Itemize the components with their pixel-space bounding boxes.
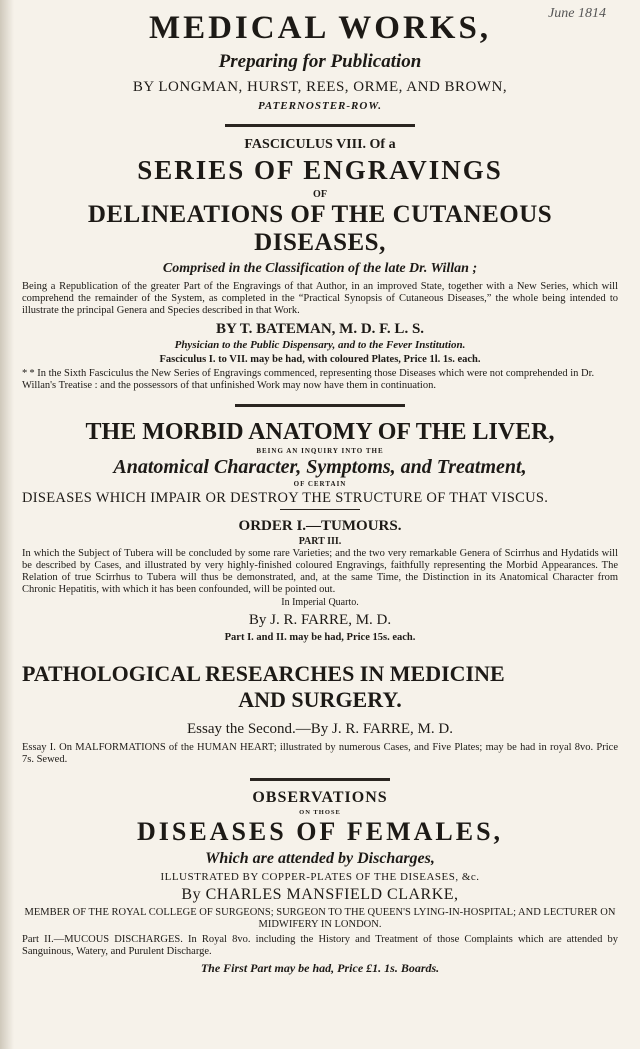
liver-format: In Imperial Quarto. [281,597,359,608]
females-illustrated: ILLUSTRATED BY COPPER-PLATES OF THE DISEASES, &c. [160,871,480,883]
cutaneous-comprised: Comprised in the Classification of the late Dr. Willan ; [162,261,478,276]
publisher-address: PATERNOSTER-ROW. [257,100,383,112]
page-edge-shadow [0,0,14,1049]
fasciculus-heading: FASCICULUS VIII. Of a [244,137,396,152]
liver-of-certain: OF CERTAIN [293,480,347,488]
females-part2: Part II.—MUCOUS DISCHARGES. In Royal 8vo. including the History and Treatment of those Complaints which are attended by Sanguinous, Watery, and Purulent Discharge. [22,934,618,957]
liver-title: THE MORBID ANATOMY OF THE LIVER, [85,419,555,445]
series-heading: SERIES OF ENGRAVINGS [137,155,503,185]
divider-rule [250,778,390,781]
publishers-line: BY LONGMAN, HURST, REES, ORME, AND BROWN, [132,79,508,95]
of-connector: OF [313,189,327,200]
liver-subtitle: Anatomical Character, Symptoms, and Treatment, [113,456,527,478]
liver-part: PART III. [298,536,342,547]
page-title: MEDICAL WORKS, [148,10,492,46]
cutaneous-note: * * In the Sixth Fasciculus the New Series of Engravings commenced, representing those Diseases which were not comprehended in Dr. Willan's Treatise : and the possessors of that unfinished Work may now have them in continuation. [22,368,595,391]
handwritten-date: June 1814 [548,6,606,21]
liver-being: BEING AN INQUIRY INTO THE [256,447,384,455]
females-first-part: The First Part may be had, Price £1. 1s. Boards. [200,961,440,975]
divider-rule [235,404,405,407]
cutaneous-author-title: Physician to the Public Dispensary, and to the Fever Institution. [174,339,466,351]
cutaneous-fasciculi-price: Fasciculus I. to VII. may be had, with coloured Plates, Price 1l. 1s. each. [159,354,481,365]
liver-description: In which the Subject of Tubera will be concluded by some rare Varieties; and the two very remarkable Genera of Scirrhus and Hydatids will be described by Cases, and illustrated by very highly-finished coloured Engravings, faithfully representing the Morbid Appearances. The Relation of true Scirrhus to Tubera will thus be demonstrated, and, at the same Time, the Distinction in its Anatomical Character from Chronic Hepatitis, with which it has been confounded, will be pointed out. [22,548,618,595]
pathological-essay: Essay the Second.—By J. R. FARRE, M. D. [187,721,453,737]
females-member: MEMBER OF THE ROYAL COLLEGE OF SURGEONS; SURGEON TO THE QUEEN'S LYING-IN-HOSPITAL; AND LECTURER ON MIDWIFERY IN LONDON. [24,907,616,930]
liver-diseases: DISEASES WHICH IMPAIR OR DESTROY THE STRUCTURE OF THAT VISCUS. [22,490,549,506]
cutaneous-title: DELINEATIONS OF THE CUTANEOUS DISEASES, [87,201,553,256]
pathological-title: PATHOLOGICAL RESEARCHES IN MEDICINE [22,661,505,686]
females-author: By CHARLES MANSFIELD CLARKE, [181,886,459,903]
pathological-essay1: Essay I. On MALFORMATIONS of the HUMAN HEART; illustrated by numerous Cases, and Five Plates; may be had in royal 8vo. Price 7s. Sewed. [22,742,618,765]
page-subtitle: Preparing for Publication [218,51,422,72]
females-observations: OBSERVATIONS [252,789,388,806]
short-rule [280,509,360,510]
cutaneous-author: BY T. BATEMAN, M. D. F. L. S. [215,321,425,337]
females-which: Which are attended by Discharges, [205,850,435,867]
liver-parts-price: Part I. and II. may be had, Price 15s. each. [224,632,416,643]
liver-order: ORDER I.—TUMOURS. [238,518,402,534]
divider-rule [225,124,415,127]
females-title: DISEASES OF FEMALES, [136,817,504,846]
cutaneous-description: Being a Republication of the greater Part of the Engravings of that Author, in an improved State, together with a New Series, which will comprehend the remainder of the System, as completed in the “Practical Synopsis of Cutaneous Diseases,” the whole being intended to illustrate the principal Genera and Species described in that Work. [22,281,618,316]
liver-author: By J. R. FARRE, M. D. [248,612,392,628]
females-on-those: ON THOSE [299,809,341,816]
pathological-title-2: AND SURGERY. [238,687,402,712]
